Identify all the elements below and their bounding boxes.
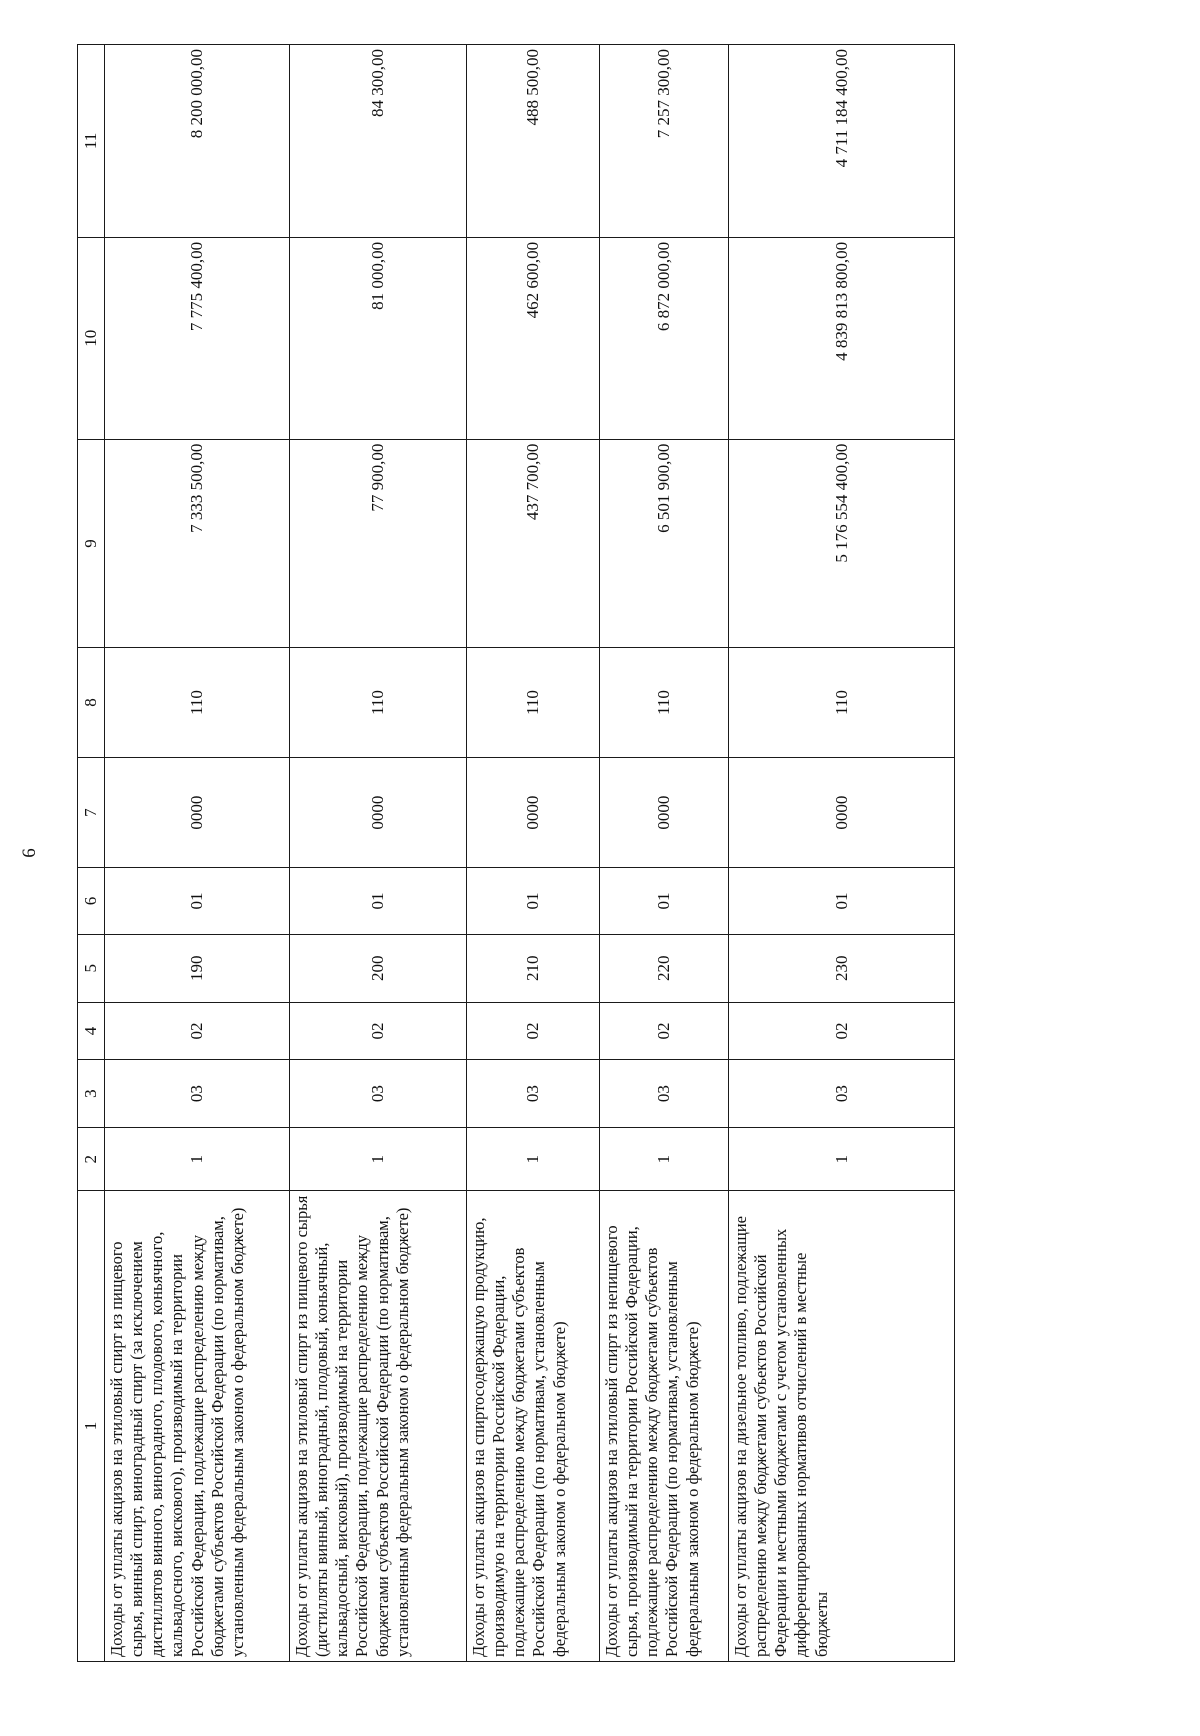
code-cell: 01: [105, 868, 290, 934]
rotated-page: [19, 44, 955, 1662]
table-row: [729, 45, 955, 1662]
column-header: 3: [78, 1059, 105, 1127]
column-header: 8: [78, 648, 105, 757]
code-cell: 110: [600, 648, 729, 757]
table-row: [600, 45, 729, 1662]
code-cell: 0000: [729, 757, 955, 868]
code-cell: 0000: [600, 757, 729, 868]
code-cell: 110: [467, 648, 600, 757]
code-cell: 01: [600, 868, 729, 934]
code-cell: 03: [105, 1059, 290, 1127]
column-header: 1: [78, 1191, 105, 1662]
code-cell: 01: [467, 868, 600, 934]
row-description: Доходы от уплаты акцизов на этиловый спирт из пищевого сырья (дистилляты винный, виноградный, плодовый, коньячный, кальвадосный, висковый), производимый на территории Российской Федерации, подлежащие распределению между бюджетами субъектов Российской Федерации (по нормативам, установленным федеральным законом о федеральном бюджете): [290, 1191, 467, 1662]
code-cell: 1: [105, 1128, 290, 1191]
amount-cell: 81 000,00: [290, 237, 467, 439]
amount-cell: 6 501 900,00: [600, 439, 729, 648]
table-row: [467, 45, 600, 1662]
code-cell: 02: [467, 1002, 600, 1059]
amount-cell: 4 839 813 800,00: [729, 237, 955, 439]
column-header: 6: [78, 868, 105, 934]
row-description: Доходы от уплаты акцизов на спиртосодержащую продукцию, производимую на территории Российской Федерации, подлежащие распределению между бюджетами субъектов Российской Федерации (по нормативам, установленным федеральным законом о федеральном бюджете): [467, 1191, 600, 1662]
amount-cell: 437 700,00: [467, 439, 600, 648]
amount-cell: 8 200 000,00: [105, 45, 290, 238]
table-row: [105, 45, 290, 1662]
column-header: 11: [78, 45, 105, 238]
amount-cell: 6 872 000,00: [600, 237, 729, 439]
code-cell: 190: [105, 934, 290, 1002]
code-cell: 01: [729, 868, 955, 934]
code-cell: 03: [600, 1059, 729, 1127]
amount-cell: 488 500,00: [467, 45, 600, 238]
page-number: 6: [19, 848, 40, 858]
amount-cell: 462 600,00: [467, 237, 600, 439]
code-cell: 220: [600, 934, 729, 1002]
code-cell: 1: [467, 1128, 600, 1191]
code-cell: 230: [729, 934, 955, 1002]
column-header: 2: [78, 1128, 105, 1191]
table-row: [290, 45, 467, 1662]
column-header: 7: [78, 757, 105, 868]
code-cell: 01: [290, 868, 467, 934]
code-cell: 02: [729, 1002, 955, 1059]
header-row: [78, 45, 105, 1662]
code-cell: 02: [290, 1002, 467, 1059]
code-cell: 110: [290, 648, 467, 757]
code-cell: 02: [600, 1002, 729, 1059]
code-cell: 0000: [467, 757, 600, 868]
code-cell: 03: [729, 1059, 955, 1127]
code-cell: 1: [729, 1128, 955, 1191]
code-cell: 110: [105, 648, 290, 757]
code-cell: 03: [467, 1059, 600, 1127]
code-cell: 210: [467, 934, 600, 1002]
column-header: 4: [78, 1002, 105, 1059]
code-cell: 0000: [105, 757, 290, 868]
column-header: 10: [78, 237, 105, 439]
row-description: Доходы от уплаты акцизов на этиловый спирт из пищевого сырья, винный спирт, виноградный спирт (за исключением дистиллятов винного, виноградного, плодового, коньячного, кальвадосного, вискового), производимый на территории Российской Федерации, подлежащие распределению между бюджетами субъектов Российской Федерации (по нормативам, установленным федеральным законом о федеральном бюджете): [105, 1191, 290, 1662]
row-description: Доходы от уплаты акцизов на этиловый спирт из непищевого сырья, производимый на территории Российской Федерации, подлежащие распределению между бюджетами субъектов Российской Федерации (по нормативам, установленным федеральным законом о федеральном бюджете): [600, 1191, 729, 1662]
amount-cell: 84 300,00: [290, 45, 467, 238]
code-cell: 110: [729, 648, 955, 757]
code-cell: 02: [105, 1002, 290, 1059]
amount-cell: 77 900,00: [290, 439, 467, 648]
amount-cell: 4 711 184 400,00: [729, 45, 955, 238]
amount-cell: 5 176 554 400,00: [729, 439, 955, 648]
column-header: 5: [78, 934, 105, 1002]
column-header: 9: [78, 439, 105, 648]
code-cell: 1: [290, 1128, 467, 1191]
amount-cell: 7 257 300,00: [600, 45, 729, 238]
code-cell: 03: [290, 1059, 467, 1127]
amount-cell: 7 775 400,00: [105, 237, 290, 439]
code-cell: 200: [290, 934, 467, 1002]
row-description: Доходы от уплаты акцизов на дизельное топливо, подлежащие распределению между бюджетами субъектов Российской Федерации и местными бюджетами с учетом установленных дифференцированных нормативов отчислений в местные бюджеты: [729, 1191, 955, 1662]
code-cell: 1: [600, 1128, 729, 1191]
code-cell: 0000: [290, 757, 467, 868]
amount-cell: 7 333 500,00: [105, 439, 290, 648]
revenue-table: [77, 44, 955, 1662]
